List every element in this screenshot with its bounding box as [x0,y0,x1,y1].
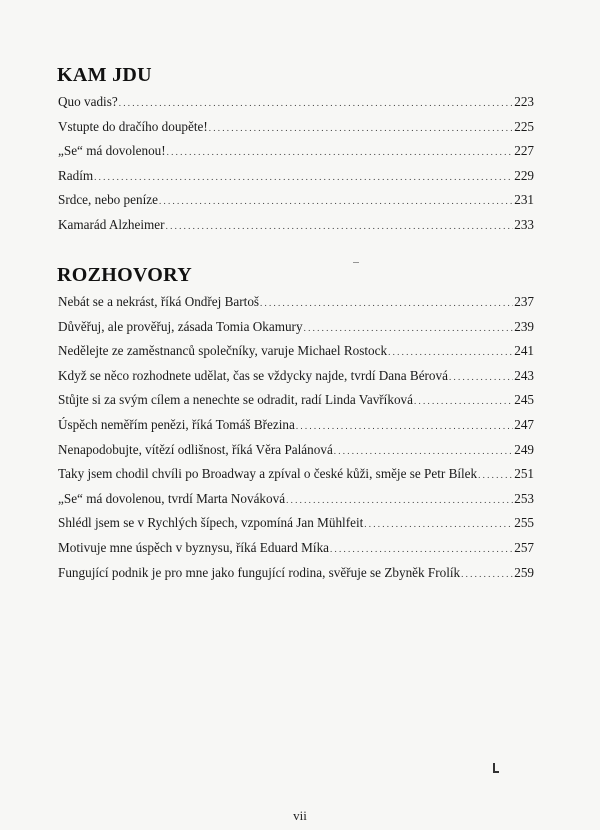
toc-entry [58,115,534,140]
dot-leader [334,438,513,464]
toc-entry-page: 245 [514,392,534,408]
section-title-rozhovory: ROZHOVORY [57,264,192,286]
dot-leader [478,462,513,488]
print-mark [353,262,359,263]
toc-entry-title: Nenapodobujte, vítězí odlišnost, říká Věra Palánová [58,441,333,457]
toc-entry-page: 237 [514,294,534,309]
dot-leader [167,139,514,165]
toc-entry [58,511,534,536]
toc-entry-page: 229 [514,167,534,183]
toc-entry-title: Fungující podnik je pro mne jako fungující rodina, svěřuje se Zbyněk Frolík [58,564,461,580]
toc-entry-title: Srdce, nebo peníze [58,192,158,208]
toc-entry-title: Když se něco rozhodnete udělat, čas se vždycky najde, tvrdí Dana Bérová [58,367,448,383]
toc-entry [58,364,534,389]
dot-leader [166,213,514,239]
dot-leader [388,339,513,365]
toc-entry-title: Důvěřuj, ale prověřuj, zásada Tomia Okamury [58,318,303,334]
toc-entry-page: 249 [514,441,534,457]
toc-entry-page: 255 [514,515,534,531]
toc-entry-title: Stůjte si za svým cílem a nenechte se odradit, radí Linda Vavříková [58,392,413,408]
toc-entry-page: 227 [514,143,534,159]
toc-entry-title: Vstupte do dračího doupěte! [58,118,208,134]
toc-entry-title: Radím [58,167,94,183]
toc-entry [58,90,534,115]
dot-leader [260,290,513,316]
dot-leader [94,164,513,190]
section-title-kam-jdu: KAM JDU [57,64,152,86]
dot-leader [119,90,514,116]
dot-leader [461,561,513,587]
toc-entry-title: Taky jsem chodil chvíli po Broadway a zpíval o české kůži, směje se Petr Bílek [58,466,478,482]
toc-entry [58,438,534,463]
toc-entry [58,388,534,413]
dot-leader [449,364,513,390]
toc-entry-title: Úspěch neměřím penězi, říká Tomáš Březina [58,416,295,432]
toc-entry-title: Motivuje mne úspěch v byznysu, říká Eduard Míka [58,539,330,555]
toc-entry-page: 257 [514,539,534,555]
toc-entry [58,315,534,340]
toc-entry-title: Nedělejte ze zaměstnanců společníky, varuje Michael Rostock [58,343,388,359]
toc-entry [58,139,534,164]
dot-leader [364,511,513,537]
dot-leader [296,413,513,439]
dot-leader [286,487,513,513]
pen-mark-tail [493,771,499,773]
toc-entry-page: 241 [514,343,534,359]
toc-entry-title: Quo vadis? [58,94,118,109]
toc-entry-title: Kamarád Alzheimer [58,216,165,232]
toc-entry [58,561,534,586]
dot-leader [330,536,513,562]
toc-entry [58,339,534,364]
dot-leader [304,315,514,341]
toc-entry-page: 223 [514,94,534,109]
toc-entry-page: 231 [514,192,534,208]
toc-entry-page: 225 [514,118,534,134]
toc-entry-page: 247 [514,416,534,432]
toc-entry-page: 259 [514,564,534,580]
toc-entry [58,487,534,512]
toc-entry-page: 233 [514,216,534,232]
toc-entry [58,188,534,213]
toc-entry [58,462,534,487]
toc-entry-page: 239 [514,318,534,334]
toc-entry-page: 253 [514,490,534,506]
dot-leader [159,188,513,214]
toc-entry-page: 243 [514,367,534,383]
toc-entry-title: „Se“ má dovolenou, tvrdí Marta Nováková [58,490,286,506]
toc-list-kam-jdu [58,90,534,238]
dot-leader [414,388,513,414]
toc-entry-title: Nebát se a nekrást, říká Ondřej Bartoš [58,294,260,309]
toc-list-rozhovory [58,290,534,585]
toc-entry [58,413,534,438]
toc-entry-title: „Se“ má dovolenou! [58,143,166,159]
toc-entry [58,290,534,315]
toc-entry-title: Shlédl jsem se v Rychlých šípech, vzpomíná Jan Mühlfeit [58,515,364,531]
toc-entry [58,213,534,238]
dot-leader [209,115,513,141]
toc-entry-page: 251 [514,466,534,482]
toc-entry [58,164,534,189]
toc-entry [58,536,534,561]
page-number: vii [293,808,307,823]
